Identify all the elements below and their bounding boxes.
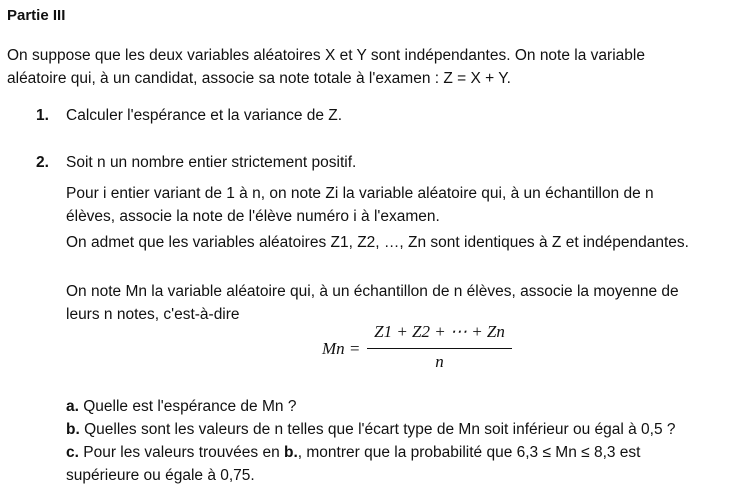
subquestion-a [66, 397, 296, 417]
section-title: Partie III [7, 7, 66, 24]
question-2-line-4: On admet que les variables aléatoires Z1, Z2, …, Zn sont identiques à Z et indépendantes. [66, 234, 689, 251]
question-2-line-2: Pour i entier variant de 1 à n, on note Zi la variable aléatoire qui, à un échantillon de n [66, 185, 654, 202]
subquestion-c [66, 443, 640, 463]
question-2-number: 2. [36, 154, 49, 171]
subquestion-b-label: b. [66, 421, 80, 438]
question-2-line-1: Soit n un nombre entier strictement positif. [66, 154, 357, 171]
question-2-line-3: élèves, associe la note de l'élève numéro i à l'examen. [66, 208, 440, 225]
question-1-text: Calculer l'espérance et la variance de Z. [66, 107, 343, 124]
question-2-line-5: On note Mn la variable aléatoire qui, à un échantillon de n élèves, associe la moyenne de [66, 283, 679, 300]
subquestion-b [66, 420, 676, 440]
intro-line-1: On suppose que les deux variables aléatoires X et Y sont indépendantes. On note la variable [7, 47, 645, 64]
subquestion-b-text: Quelles sont les valeurs de n telles que l'écart type de Mn soit inférieur ou égal à 0,5 ? [84, 421, 676, 438]
formula-lhs: Mn = [322, 339, 361, 358]
question-2-line-6: leurs n notes, c'est-à-dire [66, 306, 240, 323]
question-1-number: 1. [36, 107, 49, 124]
subquestion-c-text-end: , montrer que la probabilité que 6,3 ≤ Mn ≤ 8,3 est [297, 444, 641, 461]
subquestion-c-label: c. [66, 444, 79, 461]
subquestion-c-line-2: supérieure ou égale à 0,75. [66, 467, 255, 484]
subquestion-c-text-start: Pour les valeurs trouvées en [83, 444, 280, 461]
formula-denominator: n [435, 352, 444, 371]
subquestion-a-text: Quelle est l'espérance de Mn ? [83, 398, 297, 415]
formula-numerator: Z1 + Z2 + ⋯ + Zn [374, 322, 505, 341]
subquestion-c-ref: b. [284, 444, 298, 461]
subquestion-a-label: a. [66, 398, 79, 415]
intro-line-2: aléatoire qui, à un candidat, associe sa note totale à l'examen : Z = X + Y. [7, 70, 511, 87]
mean-formula [322, 320, 522, 380]
fraction-bar [367, 348, 512, 349]
